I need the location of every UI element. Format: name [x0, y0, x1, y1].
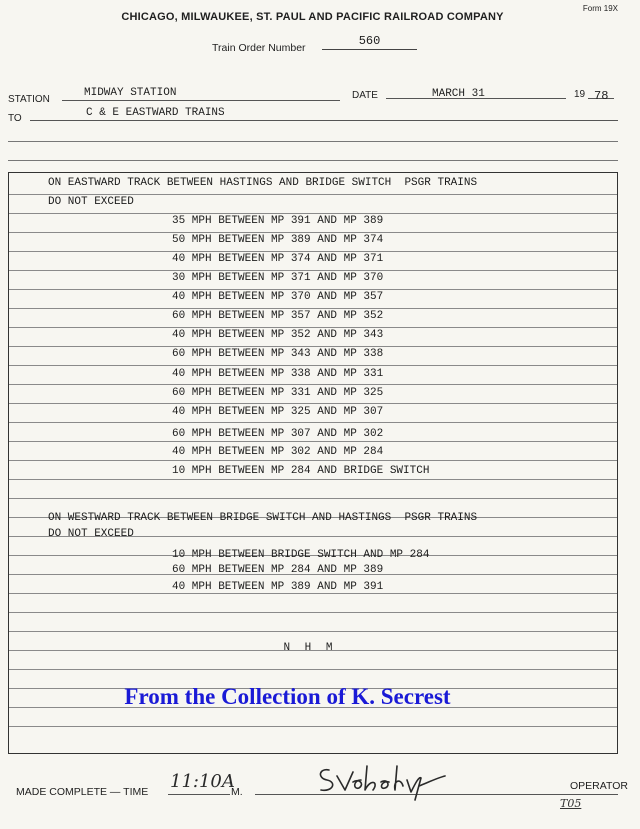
ruled-line [9, 422, 617, 423]
to-underline [30, 120, 618, 121]
ruled-line [9, 365, 617, 366]
ruled-line [9, 460, 617, 461]
train-order-number: 560 [322, 34, 417, 50]
signoff-initials: N H M [283, 642, 337, 654]
ruled-line [9, 403, 617, 404]
ruled-line [9, 479, 617, 480]
ruled-line [9, 213, 617, 214]
form-number: Form 19X [582, 4, 618, 13]
eastward-restriction: 40 MPH BETWEEN MP 352 AND MP 343 [172, 329, 384, 341]
eastward-restriction: 50 MPH BETWEEN MP 389 AND MP 374 [172, 234, 384, 246]
blank-line [8, 160, 618, 161]
westward-restriction: 60 MPH BETWEEN MP 284 AND MP 389 [172, 564, 384, 576]
ruled-line [9, 308, 617, 309]
ruled-line [9, 384, 617, 385]
collection-watermark: From the Collection of K. Secrest [124, 684, 451, 709]
year-prefix: 19 [574, 89, 586, 100]
operator-signature [315, 760, 450, 804]
year-value: 78 [594, 89, 609, 103]
ruled-line [9, 194, 617, 195]
ruled-line [9, 232, 617, 233]
eastward-header: ON EASTWARD TRACK BETWEEN HASTINGS AND BRIDGE SWITCH PSGR TRAINS [48, 177, 478, 189]
blank-line [8, 141, 618, 142]
westward-restriction: 40 MPH BETWEEN MP 389 AND MP 391 [172, 581, 384, 593]
ruled-line [9, 593, 617, 594]
eastward-restriction: 30 MPH BETWEEN MP 371 AND MP 370 [172, 272, 384, 284]
station-value: MIDWAY STATION [84, 87, 177, 99]
to-label: TO [8, 113, 22, 124]
ruled-line [9, 346, 617, 347]
eastward-do-not-exceed: DO NOT EXCEED [48, 196, 134, 208]
operator-label: OPERATOR [570, 780, 628, 792]
eastward-restriction: 60 MPH BETWEEN MP 331 AND MP 325 [172, 387, 384, 399]
westward-do-not-exceed: DO NOT EXCEED [48, 528, 134, 540]
station-underline [62, 100, 340, 101]
ruled-line [9, 289, 617, 290]
ruled-line [9, 441, 617, 442]
eastward-restriction: 40 MPH BETWEEN MP 302 AND MP 284 [172, 446, 384, 458]
ruled-line [9, 631, 617, 632]
time-value: 11:10A [170, 771, 235, 792]
date-value: MARCH 31 [432, 88, 485, 100]
eastward-restriction: 40 MPH BETWEEN MP 374 AND MP 371 [172, 253, 384, 265]
company-name: CHICAGO, MILWAUKEE, ST. PAUL AND PACIFIC RAILROAD COMPANY [121, 11, 504, 23]
ruled-line [9, 612, 617, 613]
ruled-line [9, 270, 617, 271]
eastward-restriction: 40 MPH BETWEEN MP 338 AND MP 331 [172, 368, 384, 380]
eastward-restriction: 10 MPH BETWEEN MP 284 AND BRIDGE SWITCH [172, 465, 430, 477]
westward-restriction: 10 MPH BETWEEN BRIDGE SWITCH AND MP 284 [172, 549, 430, 561]
to-value: C & E EASTWARD TRAINS [86, 107, 225, 119]
ruled-line [9, 498, 617, 499]
train-order-label: Train Order Number [212, 42, 306, 54]
eastward-restriction: 60 MPH BETWEEN MP 307 AND MP 302 [172, 428, 384, 440]
ruled-line [9, 327, 617, 328]
time-underline [168, 794, 230, 795]
ruled-line [9, 669, 617, 670]
operator-initials: T05 [560, 797, 582, 810]
eastward-restriction: 40 MPH BETWEEN MP 325 AND MP 307 [172, 406, 384, 418]
eastward-restriction: 40 MPH BETWEEN MP 370 AND MP 357 [172, 291, 384, 303]
eastward-restriction: 35 MPH BETWEEN MP 391 AND MP 389 [172, 215, 384, 227]
made-complete-label: MADE COMPLETE — TIME [16, 786, 149, 798]
date-label: DATE [352, 90, 378, 101]
ruled-line [9, 726, 617, 727]
westward-header: ON WESTWARD TRACK BETWEEN BRIDGE SWITCH AND HASTINGS PSGR TRAINS [48, 512, 478, 524]
m-label: M. [231, 786, 243, 798]
eastward-restriction: 60 MPH BETWEEN MP 343 AND MP 338 [172, 348, 384, 360]
ruled-line [9, 251, 617, 252]
operator-underline [555, 794, 618, 795]
station-label: STATION [8, 94, 50, 105]
eastward-restriction: 60 MPH BETWEEN MP 357 AND MP 352 [172, 310, 384, 322]
